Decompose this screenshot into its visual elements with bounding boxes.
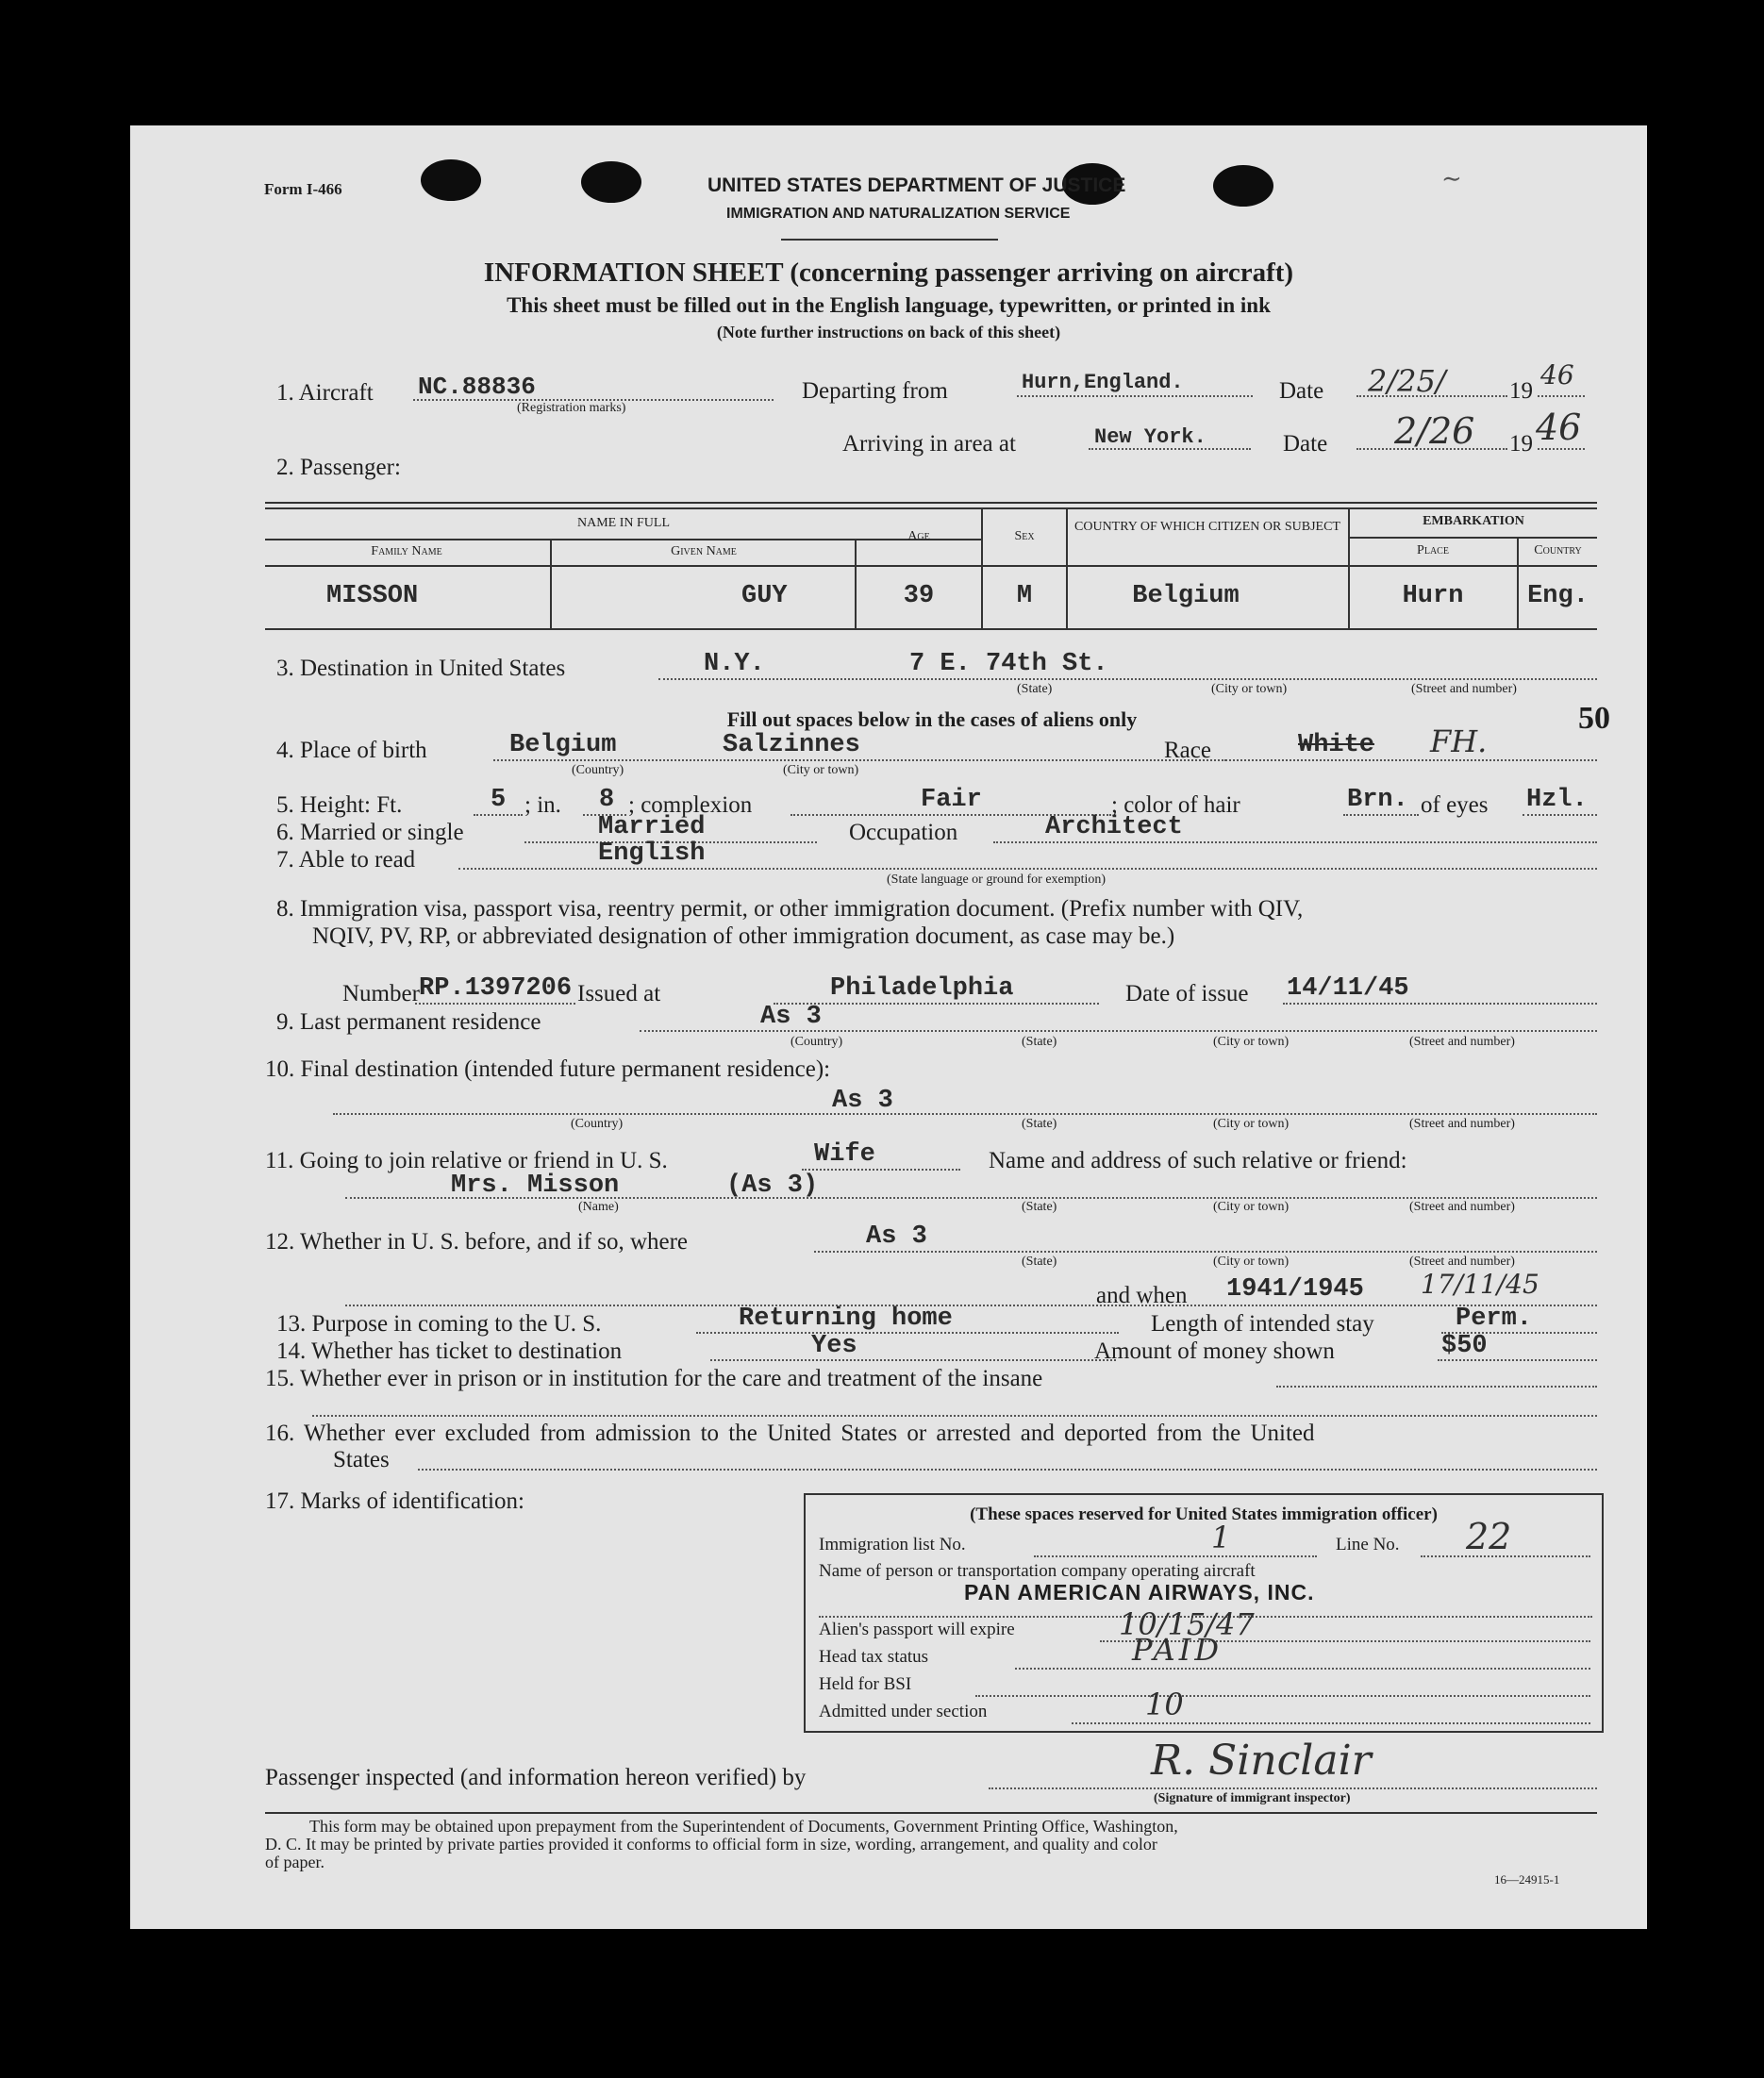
operator-label: Name of person or transportation company operating aircraft [819, 1561, 1256, 1581]
passport-expire-label: Alien's passport will expire [819, 1620, 1015, 1639]
previous-visit-label: 12. Whether in U. S. before, and if so, where [265, 1229, 689, 1255]
punch-hole-4 [1213, 165, 1273, 207]
last-residence-line [640, 1030, 1597, 1032]
marital-value: Married [598, 813, 706, 841]
doc-number-label: Number [342, 981, 420, 1006]
destination-city-caption: (City or town) [1211, 682, 1288, 696]
inspector-signature: R. Sinclair [1151, 1737, 1372, 1785]
relative-state-caption: (State) [1022, 1200, 1057, 1214]
family-name-header: Family Name [371, 544, 442, 558]
departing-from: Hurn,England. [1022, 371, 1184, 394]
age-header: Age [907, 529, 930, 543]
table-bottom-rule [265, 628, 1597, 630]
name-in-full-header: NAME IN FULL [577, 516, 670, 530]
table-top-rule-2 [265, 507, 1597, 509]
final-destination-line [333, 1113, 1597, 1115]
hair-label: ; color of hair [1111, 792, 1240, 818]
last-residence-label: 9. Last permanent residence [276, 1009, 541, 1035]
passenger-label: 2. Passenger: [276, 455, 401, 480]
bsi-line [975, 1695, 1590, 1697]
line-no-label: Line No. [1336, 1535, 1400, 1554]
relation-value: Wife [814, 1140, 875, 1169]
previous-when-line [1224, 1305, 1597, 1306]
read-label: 7. Able to read [276, 847, 416, 873]
stay-value: Perm. [1456, 1305, 1533, 1333]
destination-state-caption: (State) [1017, 682, 1053, 696]
birthplace-line [493, 759, 1269, 761]
sheet-note: (Note further instructions on back of this sheet) [716, 323, 1061, 341]
given-name-header: Given Name [671, 544, 737, 558]
depart-date-line [1356, 395, 1507, 397]
date-of-issue-line [1283, 1003, 1597, 1005]
bsi-label: Held for BSI [819, 1674, 912, 1694]
officer-box [804, 1493, 1604, 1733]
citizen-country-header [1068, 520, 1347, 535]
destination-street-caption: (Street and number) [1411, 682, 1517, 696]
footer-line-1: This form may be obtained upon prepayment from the Superintendent of Documents, Government Printing Office, Washington, [309, 1817, 1178, 1836]
height-label: 5. Height: Ft. [276, 792, 403, 818]
destination-street: 7 E. 74th St. [909, 650, 1108, 678]
final-street-caption: (Street and number) [1409, 1117, 1515, 1131]
citizen-country-value: Belgium [1132, 582, 1240, 610]
complexion-value: Fair [921, 786, 982, 814]
final-city-caption: (City or town) [1213, 1117, 1290, 1131]
place-header: Place [1417, 543, 1449, 557]
last-residence: As 3 [760, 1003, 822, 1031]
date-of-issue-label: Date of issue [1125, 981, 1249, 1006]
height-feet: 5 [491, 786, 507, 814]
final-state-caption: (State) [1022, 1117, 1057, 1131]
prison-line-2 [312, 1415, 1597, 1417]
relative-city-caption: (City or town) [1213, 1200, 1290, 1214]
prison-label: 15. Whether ever in prison or in institution for the care and treatment of the insane [265, 1366, 1043, 1391]
aliens-only-note: Fill out spaces below in the cases of aliens only [726, 707, 1138, 731]
final-country-caption: (Country) [571, 1117, 624, 1131]
signature-caption: (Signature of immigrant inspector) [1154, 1791, 1351, 1805]
last-res-city-caption: (City or town) [1213, 1035, 1290, 1049]
destination-line [658, 678, 1597, 680]
inspection-line [989, 1787, 1597, 1789]
footer-line-2: D. C. It may be printed by private parties provided it conforms to official form in size, wording, arrangement, and quality and color [265, 1835, 1157, 1854]
footer-line-3: of paper. [265, 1853, 325, 1871]
last-res-state-caption: (State) [1022, 1035, 1057, 1049]
ticket-line [710, 1359, 1116, 1361]
table-vline-1 [550, 539, 552, 629]
inspection-label: Passenger inspected (and information hereon verified) by [265, 1765, 807, 1790]
race-value: White [1298, 731, 1375, 759]
punch-hole-1 [421, 159, 481, 201]
previous-visit-where: As 3 [866, 1222, 927, 1251]
arriving-at: New York. [1094, 425, 1207, 449]
arrive-year-prefix: 19 [1509, 431, 1533, 457]
final-destination: As 3 [832, 1087, 893, 1115]
arrive-year-line [1538, 448, 1585, 450]
section-label: Admitted under section [819, 1702, 988, 1721]
excluded-line [418, 1469, 1597, 1471]
doc-number-line [415, 1003, 575, 1005]
last-res-street-caption: (Street and number) [1409, 1035, 1515, 1049]
relative-name-line [345, 1197, 1597, 1199]
issued-at: Philadelphia [830, 974, 1014, 1003]
read-value: English [598, 840, 706, 868]
punch-hole-2 [581, 161, 641, 203]
destination-label: 3. Destination in United States [276, 656, 566, 681]
aircraft-label: 1. Aircraft [276, 380, 374, 406]
purpose-value: Returning home [739, 1305, 953, 1333]
sex-value: M [1016, 582, 1033, 610]
read-caption: (State language or ground for exemption) [887, 873, 1107, 887]
previous-when: 1941/1945 [1226, 1275, 1364, 1304]
embarkation-header: EMBARKATION [1423, 514, 1524, 528]
previous-visit-line [814, 1251, 1597, 1253]
height-feet-line [474, 814, 523, 816]
embarkation-country: Eng. [1527, 582, 1589, 610]
birth-city-caption: (City or town) [783, 763, 859, 777]
stay-label: Length of intended stay [1151, 1311, 1374, 1337]
passport-expire: 10/15/47 [1119, 1606, 1255, 1642]
birth-country-caption: (Country) [572, 763, 624, 777]
occupation-line [993, 841, 1597, 843]
excluded-label-2: States [333, 1447, 390, 1472]
officer-box-heading: (These spaces reserved for United States immigration officer) [970, 1504, 1438, 1524]
race-label: Race [1164, 738, 1211, 763]
issued-at-label: Issued at [577, 981, 661, 1006]
list-no-label: Immigration list No. [819, 1535, 966, 1554]
purpose-label: 13. Purpose in coming to the U. S. [276, 1311, 602, 1337]
previous-state-caption: (State) [1022, 1255, 1057, 1269]
line-no-line [1421, 1555, 1590, 1557]
form-number: Form I-466 [264, 180, 342, 198]
departing-line [1017, 395, 1253, 397]
table-vline-5 [1348, 508, 1350, 629]
table-top-rule [265, 502, 1597, 504]
relative-address: (As 3) [726, 1172, 819, 1200]
hair-line [1343, 814, 1419, 816]
identification-marks-label: 17. Marks of identification: [265, 1488, 524, 1514]
birth-city: Salzinnes [723, 731, 860, 759]
department-title: UNITED STATES DEPARTMENT OF JUSTICE [707, 175, 1126, 196]
table-vline-4 [1066, 508, 1068, 629]
excluded-label-1: 16. Whether ever excluded from admission to the United States or arrested and deported from the United [265, 1421, 1315, 1446]
destination-state: N.Y. [704, 650, 765, 678]
relation-line [802, 1169, 960, 1171]
relative-name-label: Name and address of such relative or friend: [989, 1148, 1407, 1173]
footer-rule [265, 1812, 1597, 1814]
race-handwritten: FH. [1430, 723, 1488, 759]
table-vline-3 [981, 508, 983, 629]
embarkation-place: Hurn [1402, 582, 1464, 610]
footer-code: 16—24915-1 [1494, 1872, 1560, 1887]
previous-when-handwritten: 17/11/45 [1421, 1269, 1539, 1300]
occupation-label: Occupation [849, 820, 958, 845]
depart-year-prefix: 19 [1509, 378, 1533, 404]
money-value: $50 [1441, 1332, 1488, 1360]
money-line [1438, 1359, 1597, 1361]
relative-street-caption: (Street and number) [1409, 1200, 1515, 1214]
embarkation-header-rule [1350, 537, 1597, 539]
depart-date: 2/25/ [1368, 363, 1446, 399]
corner-mark: ∼ [1441, 165, 1462, 192]
section-value: 10 [1145, 1687, 1184, 1722]
eyes-line [1523, 814, 1597, 816]
marital-label: 6. Married or single [276, 820, 464, 845]
arriving-label: Arriving in area at [842, 431, 1016, 457]
previous-street-caption: (Street and number) [1409, 1255, 1515, 1269]
previous-city-caption: (City or town) [1213, 1255, 1290, 1269]
service-title: IMMIGRATION AND NATURALIZATION SERVICE [726, 206, 1071, 222]
birth-country: Belgium [509, 731, 617, 759]
corner-number: 50 [1578, 701, 1610, 736]
sex-header: Sex [1014, 529, 1035, 543]
depart-year-line [1538, 395, 1585, 397]
issued-at-line [774, 1003, 1099, 1005]
race-line [1224, 759, 1597, 761]
ticket-value: Yes [811, 1332, 857, 1360]
money-label: Amount of money shown [1094, 1338, 1335, 1364]
operator-stamp: PAN AMERICAN AIRWAYS, INC. [964, 1580, 1315, 1604]
country-header: Country [1534, 543, 1582, 557]
arrive-date-label: Date [1283, 431, 1328, 457]
height-inches-label: ; in. [524, 792, 561, 818]
given-name: GUY [741, 582, 788, 610]
arrive-year: 46 [1536, 407, 1582, 448]
last-res-country-caption: (Country) [790, 1035, 843, 1049]
head-tax-line [1015, 1668, 1590, 1670]
table-header-bottom-rule [265, 565, 1597, 567]
complexion-label: ; complexion [628, 792, 753, 818]
list-no-value: 1 [1211, 1520, 1231, 1555]
age-value: 39 [903, 582, 935, 610]
height-inches: 8 [599, 786, 615, 814]
list-no-line [1034, 1555, 1317, 1557]
date-of-issue: 14/11/45 [1287, 974, 1409, 1003]
head-tax-status: PAID [1132, 1632, 1223, 1668]
occupation-value: Architect [1045, 813, 1183, 841]
eyes-label: of eyes [1421, 792, 1489, 818]
section-line [1072, 1722, 1590, 1724]
prison-line [1276, 1386, 1597, 1388]
line-no-value: 22 [1466, 1516, 1512, 1557]
relative-name-caption: (Name) [578, 1200, 619, 1214]
immigration-doc-label-2: NQIV, PV, RP, or abbreviated designation of other immigration document, as case may be.) [312, 923, 1175, 949]
departing-label: Departing from [802, 378, 948, 404]
aircraft-registration: NC.88836 [418, 373, 536, 401]
birthplace-label: 4. Place of birth [276, 738, 427, 763]
head-tax-label: Head tax status [819, 1647, 929, 1667]
registration-caption: (Registration marks) [517, 401, 626, 415]
arrive-date: 2/26 [1394, 410, 1475, 452]
sheet-title: INFORMATION SHEET (concerning passenger arriving on aircraft) [483, 258, 1294, 288]
ticket-label: 14. Whether has ticket to destination [276, 1338, 623, 1364]
eyes-value: Hzl. [1526, 786, 1588, 814]
sheet-instruction: This sheet must be filled out in the English language, typewritten, or printed in ink [507, 293, 1271, 317]
immigration-doc-label-1: 8. Immigration visa, passport visa, reentry permit, or other immigration document. (Prefix number with QIV, [276, 896, 1304, 922]
previous-when-label: and when [1096, 1283, 1188, 1308]
header-rule [781, 239, 998, 241]
depart-date-label: Date [1279, 378, 1324, 404]
form-page [130, 125, 1647, 1929]
arrive-date-line [1356, 448, 1507, 450]
citizen-country-header-text: COUNTRY OF WHICH CITIZEN OR SUBJECT [1074, 520, 1340, 534]
join-relative-label: 11. Going to join relative or friend in U. S. [265, 1148, 668, 1173]
doc-number: RP.1397206 [419, 974, 573, 1003]
arriving-line [1089, 448, 1251, 450]
relative-name: Mrs. Misson [451, 1172, 620, 1200]
purpose-line [696, 1332, 1119, 1334]
hair-value: Brn. [1347, 786, 1408, 814]
read-line [458, 868, 1597, 870]
depart-year: 46 [1540, 359, 1574, 391]
family-name: MISSON [326, 582, 419, 610]
final-destination-label: 10. Final destination (intended future permanent residence): [265, 1056, 831, 1082]
